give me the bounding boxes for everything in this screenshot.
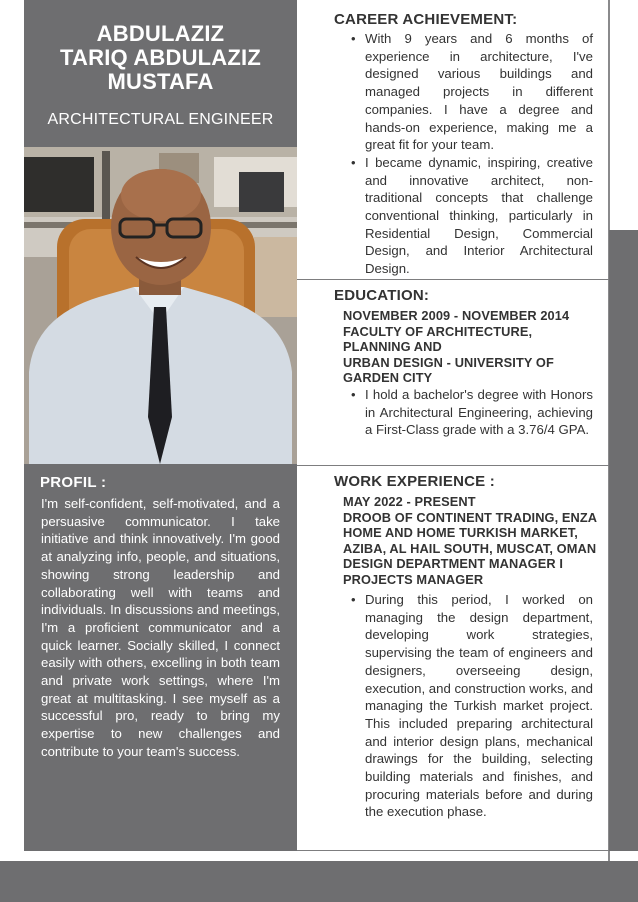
work-line: DESIGN DEPARTMENT MANAGER I	[343, 556, 564, 571]
work-line: PROJECTS MANAGER	[343, 571, 484, 587]
bullet-icon: •	[351, 154, 356, 170]
work-line: DROOB OF CONTINENT TRADING, ENZA	[343, 509, 598, 525]
name-line-3: MUSTAFA	[107, 69, 214, 94]
list-item	[349, 154, 593, 278]
section-divider	[297, 850, 609, 851]
bottom-bar	[0, 861, 638, 902]
work-experience-heading: WORK EXPERIENCE :	[334, 473, 495, 490]
right-edge-bar	[609, 230, 638, 851]
education-heading: EDUCATION:	[334, 287, 430, 304]
section-divider	[297, 465, 609, 466]
education-line: GARDEN CITY	[343, 370, 433, 385]
candidate-name	[24, 22, 297, 94]
education-line: NOVEMBER 2009 - NOVEMBER 2014	[343, 308, 570, 323]
profile-heading: PROFIL :	[40, 474, 107, 491]
bullet-icon: •	[351, 31, 356, 46]
job-title: ARCHITECTURAL ENGINEER	[47, 111, 274, 128]
education-list	[349, 386, 593, 439]
profile-text: I'm self-confident, self-motivated, and a persuasive communicator. I take initiative and think innovatively. I'm good at analyzing info, people, and situations, showing strong leadership and collaborating well with teams and individuals. In discussions and meetings, I'm a proficient communicator and a quick learner. Socially skilled, I connect easily with others, excelling in both team and private work settings, where I'm great at multitasking. I see myself as a successful pro, ready to bring my expertise to new challenges and contribute to your team's success.	[41, 496, 280, 759]
education-details	[343, 308, 608, 386]
work-line: HOME AND HOME TURKISH MARKET,	[343, 525, 578, 540]
work-bullet-1: During this period, I worked on managing the design department, developing work strategies, supervising the team of engineers and designers, overseeing design, execution, and construction works, and managing the Turkish market project. This included preparing architectural and interior design plans, mechanical drawings for the building, selecting building materials and finishes, and procuring materials before and during the execution phase.	[365, 592, 593, 820]
bullet-icon: •	[351, 592, 356, 607]
portrait-illustration	[24, 147, 297, 464]
work-line: MAY 2022 - PRESENT	[343, 494, 476, 509]
career-bullet-1: With 9 years and 6 months of experience in architecture, I've designed various buildings and managed projects in different companies. I have a degree and hands-on experience, making me a great fit for your team.	[365, 31, 593, 153]
bullet-icon: •	[351, 387, 356, 402]
work-experience-list	[349, 591, 593, 821]
portrait-photo	[24, 147, 297, 464]
education-line: URBAN DESIGN - UNIVERSITY OF	[343, 354, 554, 370]
list-item	[349, 591, 593, 821]
work-line: AZIBA, AL HAIL SOUTH, MUSCAT, OMAN	[343, 540, 597, 556]
career-achievement-list	[349, 30, 593, 278]
education-bullet-1: I hold a bachelor's degree with Honors in Architectural Engineering, achieving a First-Class grade with a 3.76/4 GPA.	[365, 387, 593, 438]
work-details	[343, 494, 608, 587]
career-achievement-heading: CAREER ACHIEVEMENT:	[334, 11, 518, 28]
list-item	[349, 30, 593, 154]
name-line-1: ABDULAZIZ	[96, 21, 225, 46]
education-line: FACULTY OF ARCHITECTURE,	[343, 323, 533, 339]
education-line: PLANNING AND	[343, 339, 442, 354]
career-bullet-2: I became dynamic, inspiring, creative and innovative architect, non-traditional concepts that challenge conventional thinking, particularly in Residential Design, Commercial Design, and Interior Architectural Design.	[365, 154, 593, 277]
section-divider	[297, 279, 609, 280]
list-item	[349, 386, 593, 439]
name-line-2: TARIQ ABDULAZIZ	[60, 45, 261, 70]
